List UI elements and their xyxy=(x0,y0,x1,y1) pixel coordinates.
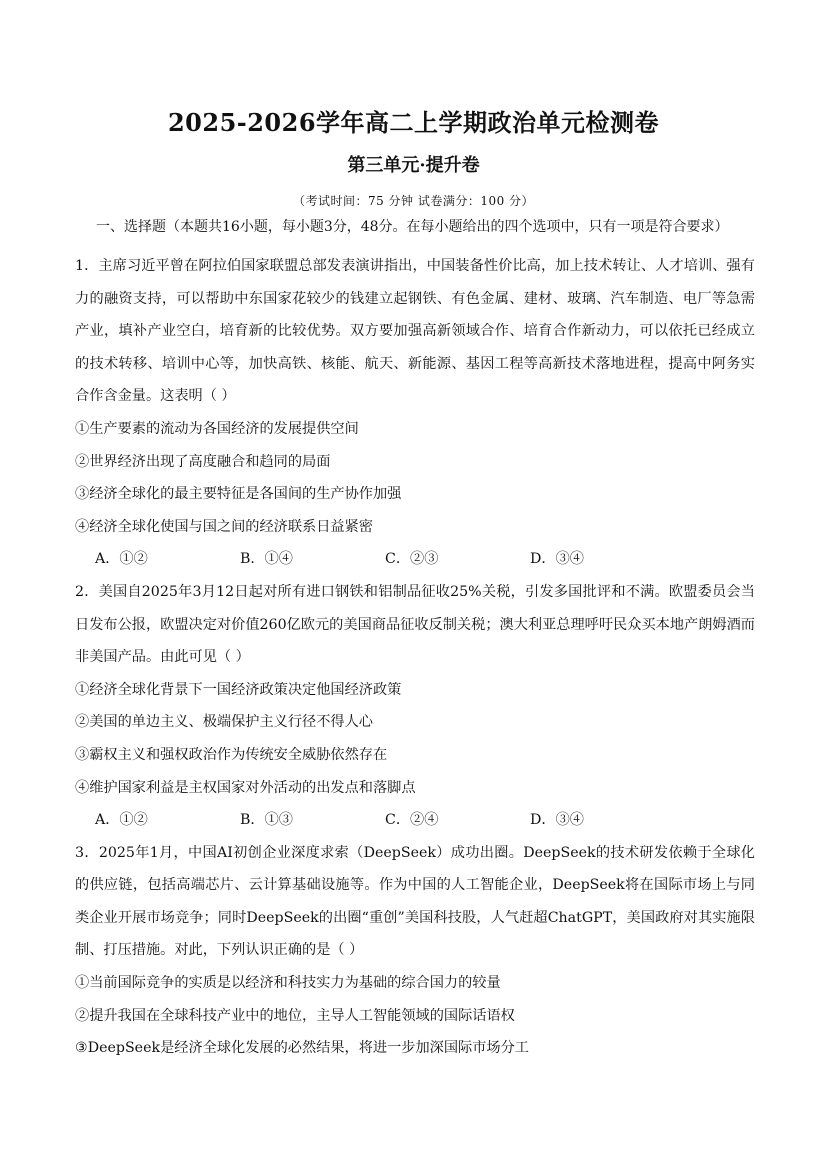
choice-c[interactable]: C．②④ xyxy=(385,812,439,829)
statement-option: ②美国的单边主义、极端保护主义行径不得人心 xyxy=(75,714,373,731)
choice-d[interactable]: D．③④ xyxy=(530,551,584,568)
choice-a[interactable]: A．①② xyxy=(95,551,148,568)
exam-meta: （考试时间：75 分钟 试卷满分：100 分） xyxy=(292,194,535,208)
unit-subtitle: 第三单元·提升卷 xyxy=(347,155,480,176)
statement-option: ③DeepSeek是经济全球化发展的必然结果，将进一步加深国际市场分工 xyxy=(75,1040,529,1057)
question-2 xyxy=(75,576,755,837)
choice-c[interactable]: C．②③ xyxy=(385,551,439,568)
statement-option: ③经济全球化的最主要特征是各国间的生产协作加强 xyxy=(75,486,402,503)
choice-b[interactable]: B．①③ xyxy=(240,812,293,829)
question-list xyxy=(75,250,755,1065)
question-stem: 2．美国自2025年3月12日起对所有进口钢铁和铝制品征收25%关税，引发多国批评和不满。欧盟委员会当日发布公报，欧盟决定对价值260亿欧元的美国商品征收反制关税；澳大利亚总理呼吁民众买本地产朗姆酒而非美国产品。由此可见（ ） xyxy=(75,583,755,666)
statement-option: ④维护国家利益是主权国家对外活动的出发点和落脚点 xyxy=(75,779,416,796)
question-1 xyxy=(75,250,755,576)
question-3 xyxy=(75,837,755,1065)
statement-option: ②提升我国在全球科技产业中的地位，主导人工智能领域的国际话语权 xyxy=(75,1007,515,1024)
answer-choices xyxy=(75,543,755,576)
choice-b[interactable]: B．①④ xyxy=(240,551,293,568)
choice-d[interactable]: D．③④ xyxy=(530,812,584,829)
choice-a[interactable]: A．①② xyxy=(95,812,148,829)
answer-choices xyxy=(75,804,755,837)
question-stem: 3．2025年1月，中国AI初创企业深度求索（DeepSeek）成功出圈。DeepSeek的技术研发依赖于全球化的供应链，包括高端芯片、云计算基础设施等。作为中国的人工智能企业，DeepSeek将在国际市场上与同类企业开展市场竞争；同时DeepSeek的出圈“重创”美国科技股，人气赶超ChatGPT，美国政府对其实施限制、打压措施。对此，下列认识正确的是（ ） xyxy=(75,844,755,959)
statement-option: ①生产要素的流动为各国经济的发展提供空间 xyxy=(75,420,359,437)
statement-option: ①当前国际竞争的实质是以经济和科技实力为基础的综合国力的较量 xyxy=(75,975,501,992)
statement-option: ③霸权主义和强权政治作为传统安全威胁依然存在 xyxy=(75,746,388,763)
section-heading: 一、选择题（本题共16小题，每小题3分，48分。在每小题给出的四个选项中，只有一项是符合要求） xyxy=(96,219,729,235)
statement-option: ②世界经济出现了高度融合和趋同的局面 xyxy=(75,453,331,470)
statement-option: ④经济全球化使国与国之间的经济联系日益紧密 xyxy=(75,518,373,535)
statement-option: ①经济全球化背景下一国经济政策决定他国经济政策 xyxy=(75,681,402,698)
exam-title: 2025-2026学年高二上学期政治单元检测卷 xyxy=(167,108,660,137)
question-stem: 1．主席习近平曾在阿拉伯国家联盟总部发表演讲指出，中国装备性价比高，加上技术转让、人才培训、强有力的融资支持，可以帮助中东国家花较少的钱建立起钢铁、有色金属、建材、玻璃、汽车制造、电厂等急需产业，填补产业空白，培育新的比较优势。双方要加强高新领域合作、培育合作新动力，可以依托已经成立的技术转移、培训中心等，加快高铁、核能、航天、新能源、基因工程等高新技术落地进程，提高中阿务实合作含金量。这表明（ ） xyxy=(75,258,755,405)
